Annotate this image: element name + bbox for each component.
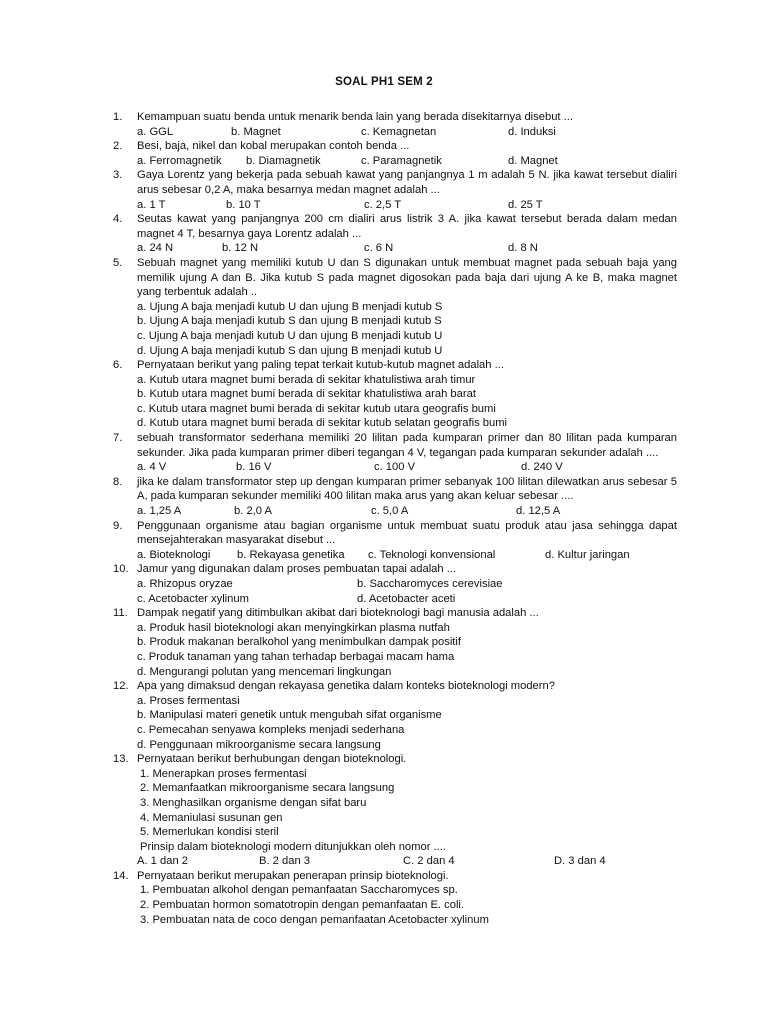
option-c: c. Kemagnetan <box>361 125 437 138</box>
document-title: SOAL PH1 SEM 2 <box>335 76 433 88</box>
question-number: 1. <box>113 111 123 123</box>
statement-3: 3. Pembuatan nata de coco dengan pemanfaatan Acetobacter xylinum <box>140 913 489 926</box>
option-row <box>0 125 768 140</box>
question-number: 6. <box>113 359 123 372</box>
option-d: D. 3 dan 4 <box>554 855 606 868</box>
option-b: b. 10 T <box>226 198 261 211</box>
option-b: b. Manipulasi materi genetik untuk mengubah sifat organisme <box>137 709 442 722</box>
option-d: d. Penggunaan mikroorganisme secara langsung <box>137 738 381 751</box>
option-b: b. Produk makanan beralkohol yang menimbulkan dampak positif <box>137 636 462 649</box>
option-row <box>0 241 768 256</box>
question-stem: Apa yang dimaksud dengan rekayasa genetika dalam konteks bioteknologi modern? <box>137 680 555 693</box>
question-number: 12. <box>113 680 129 693</box>
option-a: a. Bioteknologi <box>137 548 211 561</box>
option-a: a. Kutub utara magnet bumi berada di sekitar khatulistiwa arah timur <box>137 373 476 386</box>
option-d: d. Magnet <box>508 154 558 167</box>
statement-5: 5. Memerlukan kondisi steril <box>140 826 279 839</box>
question-3 <box>0 168 768 212</box>
option-b: b. Diamagnetik <box>246 154 321 167</box>
option-c: c. Pemecahan senyawa kompleks menjadi sederhana <box>137 723 405 736</box>
option-a: a. Ujung A baja menjadi kutub U dan ujung B menjadi kutub S <box>137 300 443 313</box>
question-number: 4. <box>113 213 123 226</box>
option-b: b. Kutub utara magnet bumi berada di sekitar khatulistiwa arah barat <box>137 388 476 401</box>
question-stem: Dampak negatif yang ditimbulkan akibat dari bioteknologi bagi manusia adalah ... <box>137 607 539 620</box>
option-row <box>0 592 768 607</box>
question-stem: jika ke dalam transformator step up dengan kumparan primer sebanyak 100 lilitan dilewatkan arus sebesar 5 A, pada kumparan sekunder memiliki 400 lilitan maka arus yang akan keluar sebesar .... <box>137 475 677 503</box>
statement-1: 1. Menerapkan proses fermentasi <box>140 767 307 780</box>
option-row <box>0 460 768 475</box>
option-a: a. Proses fermentasi <box>137 694 240 707</box>
option-d: d. Mengurangi polutan yang mencemari lingkungan <box>137 665 392 678</box>
option-c: c. 2,5 T <box>364 198 402 211</box>
option-c: c. Acetobacter xylinum <box>137 592 249 605</box>
option-d: d. Induksi <box>508 125 556 138</box>
option-d: d. Kutub utara magnet bumi berada di sekitar kutub selatan geografis bumi <box>137 417 508 430</box>
option-a: a. Rhizopus oryzae <box>137 578 233 590</box>
question-2 <box>0 139 768 168</box>
option-a: a. 4 V <box>137 461 167 474</box>
statement-2: 2. Memanfaatkan mikroorganisme secara langsung <box>140 782 395 795</box>
question-number: 2. <box>113 140 123 153</box>
question-number: 7. <box>113 432 123 445</box>
question-11 <box>0 606 768 679</box>
question-stem: Gaya Lorentz yang bekerja pada sebuah kawat yang panjangnya 1 m adalah 5 N. jika kawat tersebut dialiri arus sebesar 0,2 A, maka besarnya medan magnet adalah ... <box>137 169 677 196</box>
option-c: C. 2 dan 4 <box>403 855 455 868</box>
statement-1: 1. Pembuatan alkohol dengan pemanfaatan Saccharomyces sp. <box>140 884 458 897</box>
option-row <box>0 504 768 519</box>
question-stem: Besi, baja, nikel dan kobal merupakan contoh benda ... <box>137 140 410 153</box>
option-a: A. 1 dan 2 <box>137 855 189 868</box>
option-c: c. Produk tanaman yang tahan terhadap berbagai macam hama <box>137 650 455 663</box>
question-number: 11. <box>113 607 128 620</box>
option-row <box>0 577 768 592</box>
option-d: d. 8 N <box>508 242 538 255</box>
option-b: b. Magnet <box>231 125 281 138</box>
option-d: d. 12,5 A <box>516 505 561 518</box>
option-b: b. Ujung A baja menjadi kutub S dan ujung B menjadi kutub S <box>137 315 442 328</box>
question-13 <box>0 752 768 869</box>
option-b: b. 16 V <box>236 461 272 474</box>
option-c: c. 100 V <box>374 461 416 474</box>
question-14 <box>0 869 768 927</box>
question-stem: Penggunaan organisme atau bagian organisme untuk membuat suatu produk atau jasa sehingga dapat mensejahterakan masyarakat disebut ... <box>137 519 677 547</box>
option-a: a. 24 N <box>137 242 174 255</box>
question-list <box>0 110 768 927</box>
option-row <box>0 854 768 869</box>
option-d: d. Ujung A baja menjadi kutub S dan ujung B menjadi kutub U <box>137 344 443 357</box>
question-5 <box>0 256 768 358</box>
option-b: b. 2,0 A <box>234 505 272 518</box>
statement-2: 2. Pembuatan hormon somatotropin dengan pemanfaatan E. coli. <box>140 899 465 912</box>
option-b: B. 2 dan 3 <box>259 855 311 868</box>
statement-3: 3. Menghasilkan organisme dengan sifat baru <box>140 796 367 809</box>
option-row <box>0 154 768 169</box>
question-6 <box>0 358 768 431</box>
option-a: a. Produk hasil bioteknologi akan menyingkirkan plasma nutfah <box>137 621 450 634</box>
option-c: c. Kutub utara magnet bumi berada di sekitar kutub utara geografis bumi <box>137 402 496 415</box>
option-c: c. Ujung A baja menjadi kutub U dan ujung B menjadi kutub U <box>137 329 443 342</box>
question-prompt: Prinsip dalam bioteknologi modern ditunjukkan oleh nomor .... <box>140 840 446 853</box>
question-number: 13. <box>113 753 129 766</box>
question-7 <box>0 431 768 475</box>
question-stem: Pernyataan berikut merupakan penerapan prinsip bioteknologi. <box>137 869 449 882</box>
option-a: a. GGL <box>137 125 174 138</box>
option-a: a. 1,25 A <box>137 505 182 518</box>
question-number: 9. <box>113 519 123 532</box>
question-8 <box>0 475 768 519</box>
option-c: c. Paramagnetik <box>361 154 442 167</box>
question-number: 5. <box>113 256 123 269</box>
option-b: b. Saccharomyces cerevisiae <box>357 578 503 590</box>
option-a: a. 1 T <box>137 198 166 211</box>
question-stem: Sebuah magnet yang memiliki kutub U dan S digunakan untuk membuat magnet pada sebuah baja yang memilik ujung A dan B. Jika kutub S pada magnet digosokan pada baja dari ujung A ke B, maka magnet yang terbentuk adalah .. <box>137 256 677 299</box>
question-number: 8. <box>113 475 123 488</box>
option-d: d. Kultur jaringan <box>545 548 630 561</box>
option-row <box>0 198 768 213</box>
question-stem: Kemampuan suatu benda untuk menarik benda lain yang berada disekitarnya disebut ... <box>137 111 573 123</box>
question-stem: Pernyataan berikut berhubungan dengan bioteknologi. <box>137 753 407 766</box>
option-b: b. 12 N <box>222 242 259 255</box>
question-12 <box>0 679 768 752</box>
option-b: b. Rekayasa genetika <box>237 548 345 561</box>
question-stem: Pernyataan berikut yang paling tepat terkait kutub-kutub magnet adalah ... <box>137 359 504 372</box>
option-c: c. Teknologi konvensional <box>368 548 496 561</box>
question-stem: Seutas kawat yang panjangnya 200 cm dialiri arus listrik 3 A. jika kawat tersebut berada dalam medan magnet 4 T, besarnya gaya Lorentz adalah ... <box>137 213 677 240</box>
question-stem: sebuah transformator sederhana memiliki 20 lilitan pada kumparan primer dan 80 lilitan pada kumparan sekunder. Jika pada kumparan primer diberi tegangan 4 V, tegangan pada kumparan sekunder adalah .... <box>137 432 677 459</box>
option-row <box>0 548 768 563</box>
option-d: d. Acetobacter aceti <box>357 592 456 605</box>
question-9 <box>0 519 768 563</box>
question-number: 10. <box>113 563 129 576</box>
option-a: a. Ferromagnetik <box>137 154 222 167</box>
option-d: d. 240 V <box>521 461 563 474</box>
statement-4: 4. Memaniulasi susunan gen <box>140 811 283 824</box>
option-c: c. 6 N <box>364 242 394 255</box>
option-d: d. 25 T <box>508 198 543 211</box>
option-c: c. 5,0 A <box>371 505 409 518</box>
question-stem: Jamur yang digunakan dalam proses pembuatan tapai adalah ... <box>137 563 457 576</box>
question-4 <box>0 212 768 256</box>
question-number: 3. <box>113 169 123 182</box>
question-10 <box>0 562 768 606</box>
question-number: 14. <box>113 869 129 882</box>
question-1 <box>0 110 768 139</box>
